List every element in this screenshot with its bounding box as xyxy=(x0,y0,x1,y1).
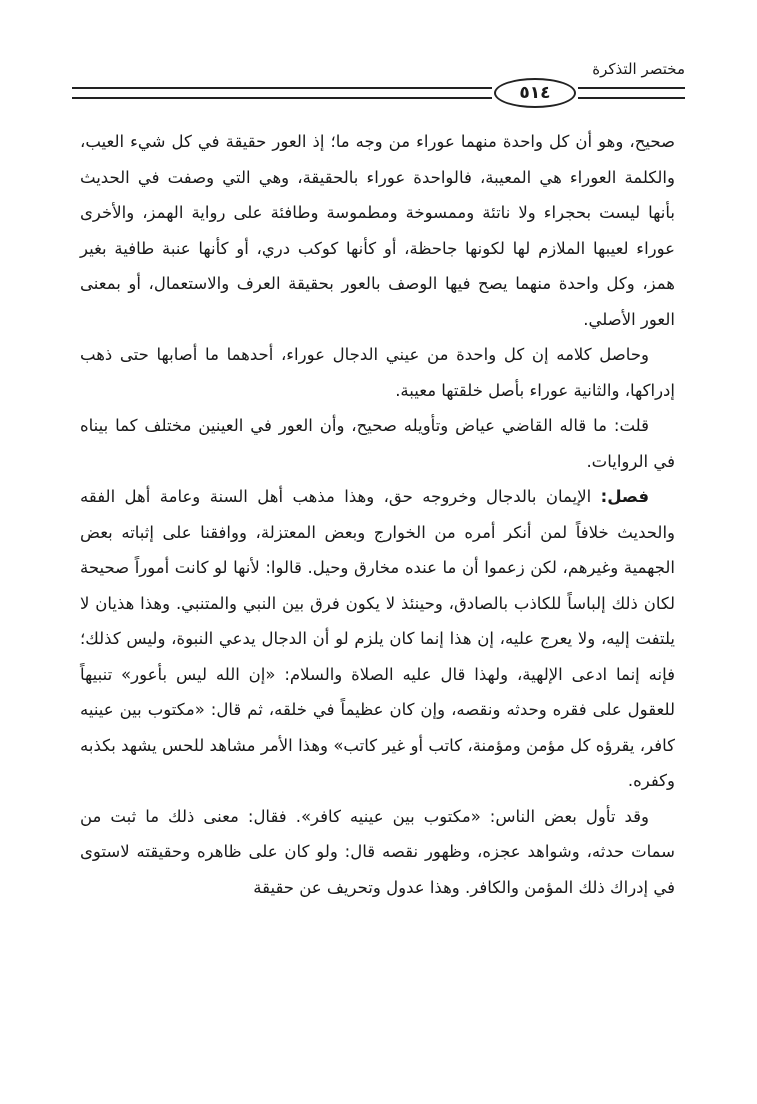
paragraph xyxy=(80,479,675,799)
running-title: مختصر التذكرة xyxy=(592,60,685,78)
paragraph-text: وقد تأول بعض الناس: «مكتوب بين عينيه كافر». فقال: معنى ذلك ما ثبت من سمات حدثه، وشواهد عجزه، وظهور نقصه قال: ولو كان على ظاهره وحقيقته لاستوى في إدراك ذلك المؤمن والكافر. وهذا عدول وتحريف عن حقيقة xyxy=(80,806,675,897)
paragraph-text: قلت: ما قاله القاضي عياض وتأويله صحيح، وأن العور في العينين مختلف كما بيناه في الروايات. xyxy=(80,416,675,471)
body-text xyxy=(80,124,675,905)
paragraph-text: الإيمان بالدجال وخروجه حق، وهذا مذهب أهل السنة وعامة أهل الفقه والحديث خلافاً لمن أنكر أمره من الخوارج وبعض المعتزلة، ووافقنا على إثباته بعض الجهمية وغيرهم، لكن زعموا أن ما عنده مخارق وحيل. قالوا: لأنها لو كانت أموراً صحيحة لكان ذلك إلباساً للكاذب بالصادق، وحينئذ لا يكون فرق بين النبي والمتنبي. وهذا هذيان لا يلتفت إليه، ولا يعرج عليه، إن هذا إنما كان يلزم لو أن الدجال يدعي النبوة، وليس كذلك؛ فإنه إنما ادعى الإلهية، ولهذا قال عليه الصلاة والسلام: «إن الله ليس بأعور» تنبيهاً للعقول على فقره وحدثه ونقصه، وإن كان عظيماً في خلقه، ثم قال: «مكتوب بين عينيه كافر، يقرؤه كل مؤمن ومؤمنة، كاتب أو غير كاتب» وهذا الأمر مشاهد للحس يشهد بكذبه وكفره. xyxy=(80,487,675,790)
header-rule-right xyxy=(593,87,685,99)
paragraph-text: صحيح، وهو أن كل واحدة منهما عوراء من وجه ما؛ إذ العور حقيقة في كل شيء العيب، والكلمة العوراء هي المعيبة، فالواحدة عوراء بالحقيقة، وهي التي وصفت في الحديث بأنها ليست بحجراء ولا ناتئة وممسوخة ومطموسة وطافئة على رواية الهمز، والأخرى عوراء لعيبها الملازم لها لكونها جاحظة، أو كأنها كوكب دري، أو كأنها عنبة طافية بغير همز، وكل واحدة منهما يصح فيها الوصف بالعور بحقيقة العرف والاستعمال، أو بمعنى العور الأصلي. xyxy=(80,132,675,329)
paragraph xyxy=(80,408,675,479)
paragraph xyxy=(80,799,675,906)
header-rule-left xyxy=(72,87,492,99)
paragraph xyxy=(80,124,675,337)
page-number: ٥١٤ xyxy=(494,78,576,108)
section-heading: فصل: xyxy=(600,487,649,506)
paragraph-text: وحاصل كلامه إن كل واحدة من عيني الدجال عوراء، أحدهما ما أصابها حتى ذهب إدراكها، والثانية عوراء بأصل خلقتها معيبة. xyxy=(80,345,675,400)
page-header xyxy=(72,60,685,110)
paragraph xyxy=(80,337,675,408)
